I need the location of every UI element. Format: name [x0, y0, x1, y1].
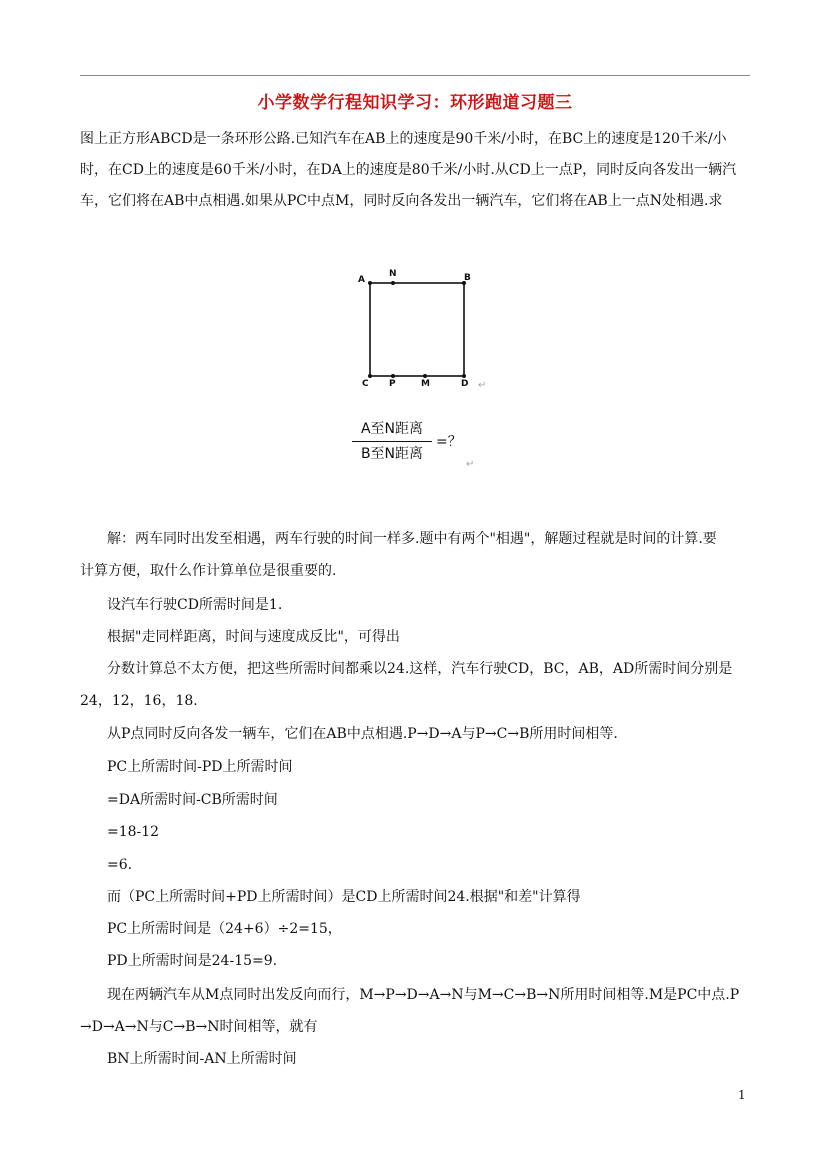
fraction-numerator: A至N距离: [360, 421, 424, 437]
solution-line: BN上所需时间-AN上所需时间: [107, 1051, 297, 1067]
solution-line: 从P点同时反向各发一辆车，它们在AB中点相遇.P→D→A与P→C→B所用时间相等.: [107, 726, 618, 742]
ratio-fraction: [350, 418, 434, 465]
solution-line: PC上所需时间是（24+6）÷2=15，: [107, 921, 342, 937]
solution-line: 分数计算总不太方便，把这些所需时间都乘以24.这样，汽车行驶CD，BC，AB，AD所需时间分别是: [107, 661, 733, 677]
solution-line: 设汽车行驶CD所需时间是1.: [107, 597, 283, 613]
solution-line: 计算方便，取什么作计算单位是很重要的.: [80, 563, 337, 579]
problem-text: 图上正方形ABCD是一条环形公路.已知汽车在AB上的速度是90千米/小时，在BC上的速度是120千米/小时，在CD上的速度是60千米/小时，在DA上的速度是80千米/小时.从CD上一点P，同时反向各发出一辆汽车，它们将在AB中点相遇.如果从PC中点M，同时反向各发出一辆汽车，它们将在AB上一点N处相遇.求: [80, 131, 737, 209]
point-c: [368, 374, 372, 378]
point-p: [391, 374, 395, 378]
page-title: 小学数学行程知识学习：环形跑道习题三: [257, 93, 573, 113]
solution-line: PD上所需时间是24-15=9.: [107, 953, 278, 969]
label-a: A: [358, 275, 365, 285]
point-a: [368, 281, 372, 285]
point-d: [462, 374, 466, 378]
solution-line: =DA所需时间-CB所需时间: [107, 792, 278, 808]
label-d: D: [461, 379, 469, 389]
label-m: M: [421, 379, 430, 389]
problem-statement: [80, 124, 752, 217]
square-abcd: [370, 283, 464, 376]
solution-line: PC上所需时间-PD上所需时间: [107, 759, 293, 775]
formula-suffix: =？: [436, 434, 462, 450]
fraction-denominator: B至N距离: [360, 446, 424, 462]
label-c: C: [362, 379, 369, 389]
solution-line: 而（PC上所需时间+PD上所需时间）是CD上所需时间24.根据"和差"计算得: [107, 889, 581, 905]
solution-line: 根据"走同样距离，时间与速度成反比"，可得出: [107, 629, 400, 645]
fraction-bar: [352, 441, 432, 442]
page-number: 1: [738, 1088, 746, 1102]
point-m: [423, 374, 427, 378]
solution-line: 现在两辆汽车从M点同时出发反向而行，M→P→D→A→N与M→C→B→N所用时间相等.M是PC中点.P: [107, 987, 740, 1003]
solution-line: =18-12: [107, 824, 160, 840]
solution-line: 24，12，16，18.: [80, 693, 198, 709]
solution-line: =6.: [107, 857, 133, 873]
point-n: [391, 281, 395, 285]
solution-line: →D→A→N与C→B→N时间相等，就有: [80, 1019, 318, 1035]
header-rule: [80, 75, 750, 76]
label-p: P: [389, 379, 396, 389]
label-b: B: [464, 273, 471, 283]
label-n: N: [389, 269, 397, 279]
return-mark: ↵: [466, 459, 475, 470]
return-mark: ↵: [478, 380, 487, 391]
solution-line: 解：两车同时出发至相遇，两车行驶的时间一样多.题中有两个"相遇"，解题过程就是时间的计算.要: [107, 531, 717, 547]
square-road-diagram: [345, 262, 495, 392]
